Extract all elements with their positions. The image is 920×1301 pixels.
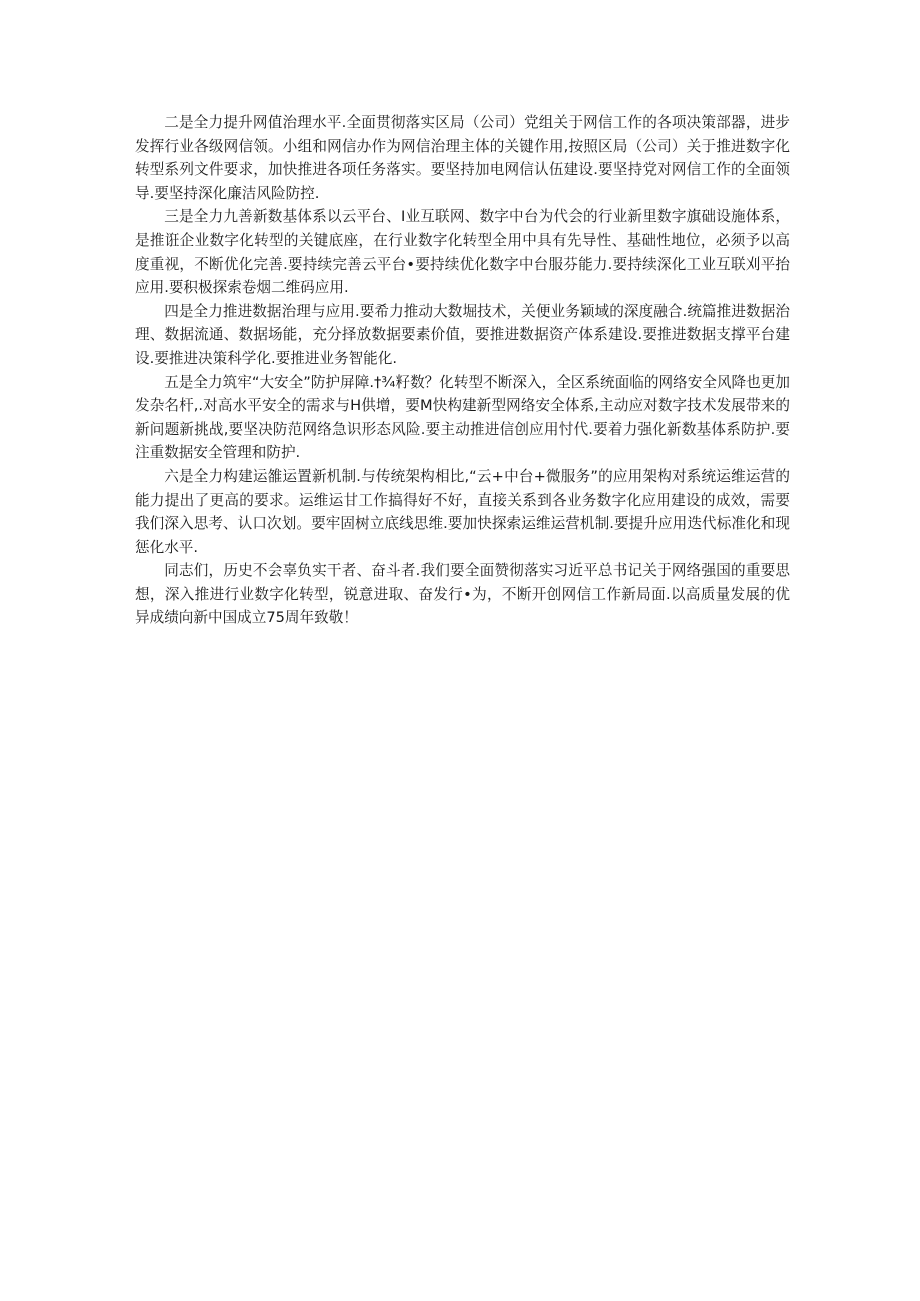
paragraph-conclusion: 同志们，历史不会辜负实干者、奋斗者.我们要全面赞彻落实习近平总书记关于网络强国的重要思想，深入推进行业数字化转型，锐意进取、奋发行•为，不断开创网信工作新局面.以高质量发展的优异成绩向新中国成立75周年致敬！: [135, 562, 790, 627]
paragraph-network-governance: 二是全力提升网值治理水平.全面贯彻落实区局（公司）党组关于网信工作的各项决策部器，进步发挥行业各级网信领。小组和网信办作为网信治理主体的关键作用,按照区局（公司）关于推进数字化转型系列文件要求，加快推进各项任务落实。要坚持加电网信认伍建设.要坚持党对网信工作的全面领导.要坚持深化廉洁风险防控.: [135, 114, 790, 202]
paragraph-security: 五是全力筑牢“大安全”防护屏障.†¾籽数？化转型不断深入，全区系统面临的网络安全风降也更加发杂名杆,.对高水平安全的需求与H供增，要M快构建新型网络安全体系,主动应对数字技术发展带来的新问题新挑战,要坚决防范网络急识形态风险.要主动推进信创应用忖代.要着力强化新数基体系防护.要注重数据安全管理和防护.: [135, 373, 790, 462]
paragraph-data-governance: 四是全力推进数据治理与应用.要希力推动大数堀技术，关便业务颖域的深度融合.统篇推进数据治理、数据流通、数据场能，充分择放数据要素价值，要推进数据资产体系建设.要推进数据支撑平台建设.要推进决策科学化.要推进业务智能化.: [135, 302, 790, 367]
paragraph-digital-infrastructure: 三是全力九善新数基体系以云平台、I业互联网、数字中台为代会的行业新里数字旗础设施体系，是推诳企业数字化转型的关键底座，在行业数字化转型全用中具有先导性、基础性地位，必须予以高度重视，不断优化完善.要持续完善云平台•要持续优化数字中台服芬能力.要持续深化工业互联刈平抬应用.要积极探索卷烟二维码应用.: [135, 208, 790, 297]
paragraph-operations: 六是全力构建运雒运置新机制.与传统架构相比,“云+中台+微服务”的应用架构对系统运维运营的能力提出了更高的要求。运维运甘工作搞得好不好，直接关系到各业务数字化应用建设的成效，需要我们深入思考、认口次划。要牢固树立底线思维.要加快探索运维运营机制.要提升应用迭代标准化和现惩化水平.: [135, 467, 790, 556]
document-body: [135, 111, 790, 630]
